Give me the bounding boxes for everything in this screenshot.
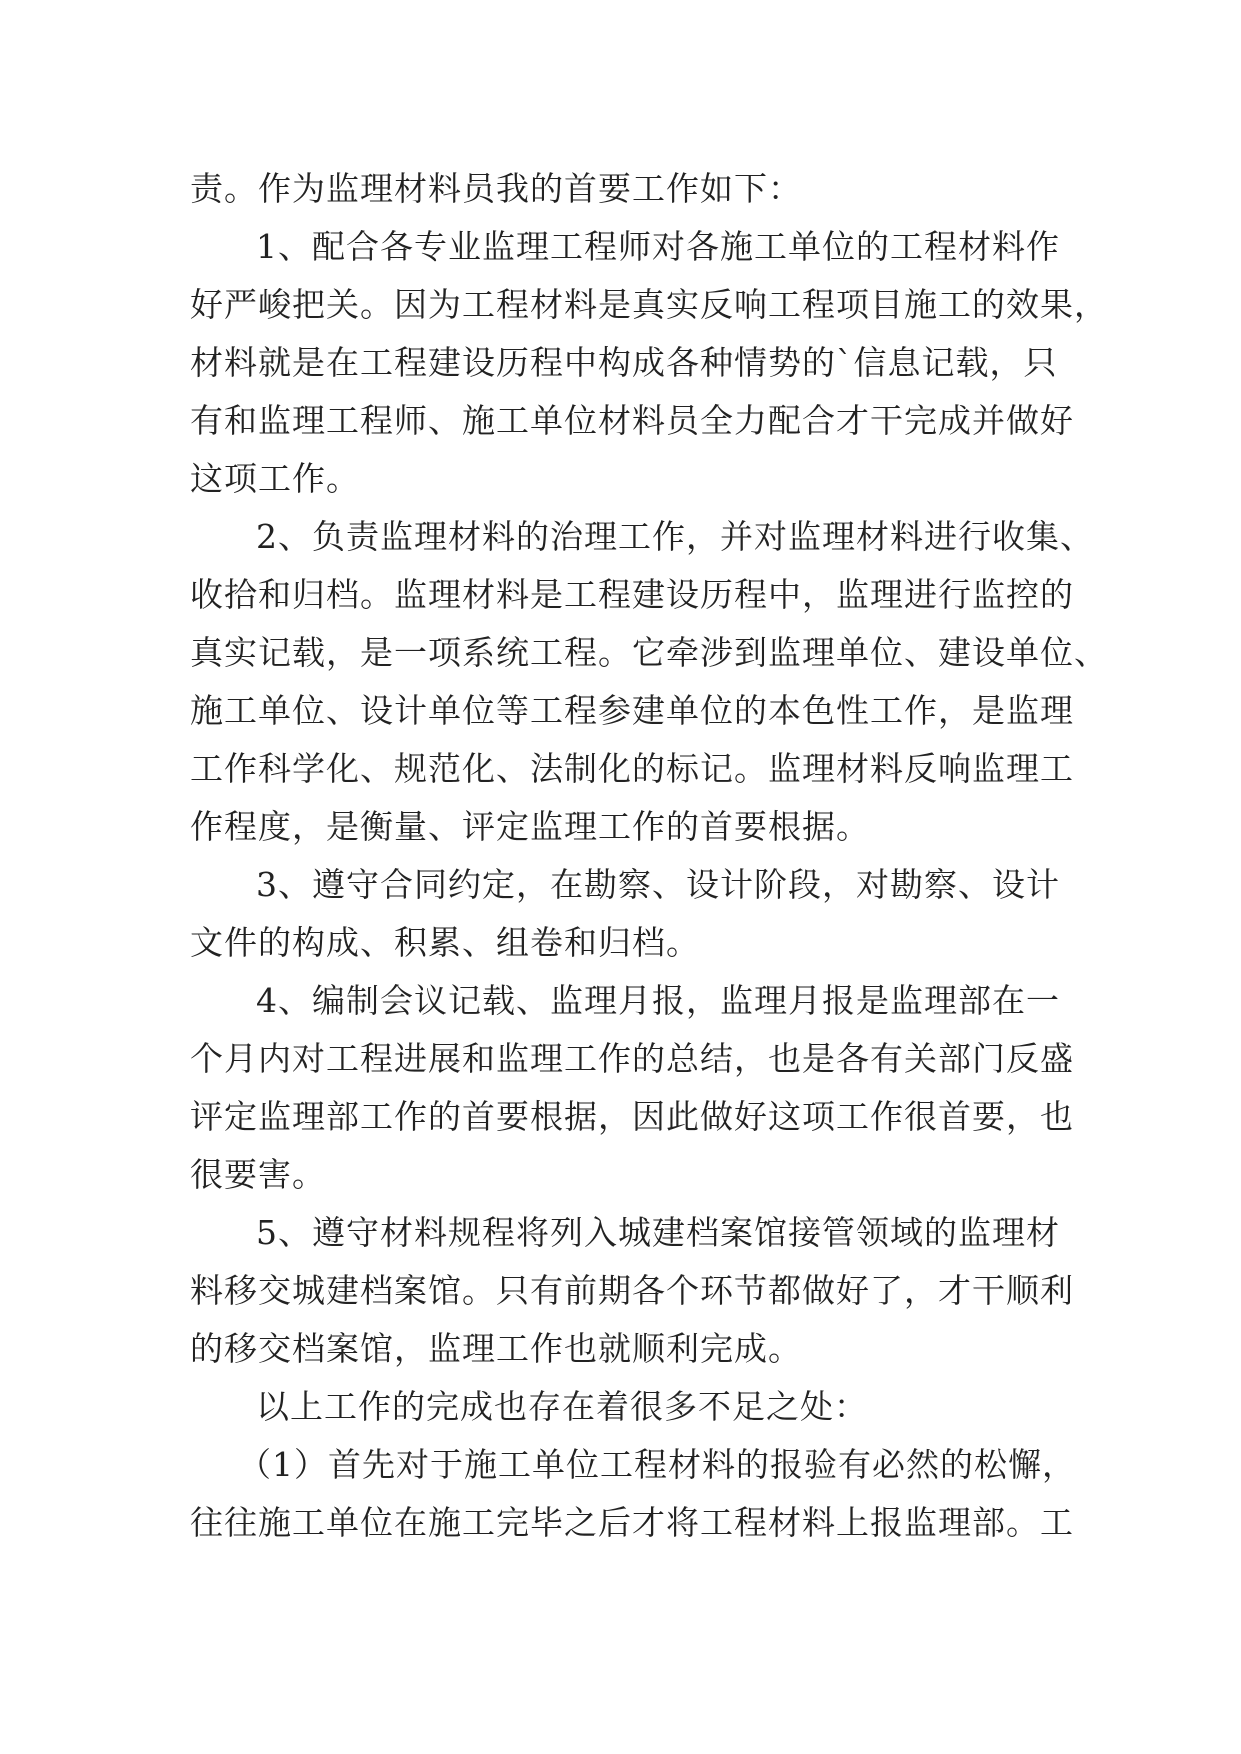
text-line: 文件的构成、积累、组卷和归档。 [190, 923, 700, 962]
text-line: 作程度，是衡量、评定监理工作的首要根据。 [190, 807, 870, 846]
text-line: 很要害。 [190, 1155, 326, 1194]
paragraph-sub-1-start: （1）首先对于施工单位工程材料的报验有必然的松懈， [238, 1445, 1076, 1484]
text-line: 好严峻把关。因为工程材料是真实反响工程项目施工的效果， [190, 285, 1108, 324]
paragraph-2-start: 2、负责监理材料的治理工作，并对监理材料进行收集、 [256, 517, 1094, 556]
text-line: 的移交档案馆，监理工作也就顺利完成。 [190, 1329, 802, 1368]
paragraph-summary: 以上工作的完成也存在着很多不足之处： [256, 1387, 868, 1426]
text-line: 责。作为监理材料员我的首要工作如下： [190, 169, 802, 208]
text-line: 工作科学化、规范化、法制化的标记。监理材料反响监理工 [190, 749, 1074, 788]
text-line: 个月内对工程进展和监理工作的总结，也是各有关部门反盛 [190, 1039, 1074, 1078]
text-line: 收拾和归档。监理材料是工程建设历程中，监理进行监控的 [190, 575, 1074, 614]
document-body [190, 160, 1108, 1552]
paragraph-3-start: 3、遵守合同约定，在勘察、设计阶段，对勘察、设计 [256, 865, 1060, 904]
text-line: 材料就是在工程建设历程中构成各种情势的`信息记载，只 [190, 343, 1058, 382]
text-line: 这项工作。 [190, 459, 360, 498]
text-line: 往往施工单位在施工完毕之后才将工程材料上报监理部。工 [190, 1503, 1074, 1542]
text-line: 真实记载，是一项系统工程。它牵涉到监理单位、建设单位、 [190, 633, 1108, 672]
paragraph-4-start: 4、编制会议记载、监理月报，监理月报是监理部在一 [256, 981, 1060, 1020]
paragraph-5-start: 5、遵守材料规程将列入城建档案馆接管领域的监理材 [256, 1213, 1060, 1252]
text-line: 施工单位、设计单位等工程参建单位的本色性工作，是监理 [190, 691, 1074, 730]
text-line: 评定监理部工作的首要根据，因此做好这项工作很首要，也 [190, 1097, 1074, 1136]
text-line: 料移交城建档案馆。只有前期各个环节都做好了，才干顺利 [190, 1271, 1074, 1310]
paragraph-1-start: 1、配合各专业监理工程师对各施工单位的工程材料作 [256, 227, 1060, 266]
text-line: 有和监理工程师、施工单位材料员全力配合才干完成并做好 [190, 401, 1074, 440]
